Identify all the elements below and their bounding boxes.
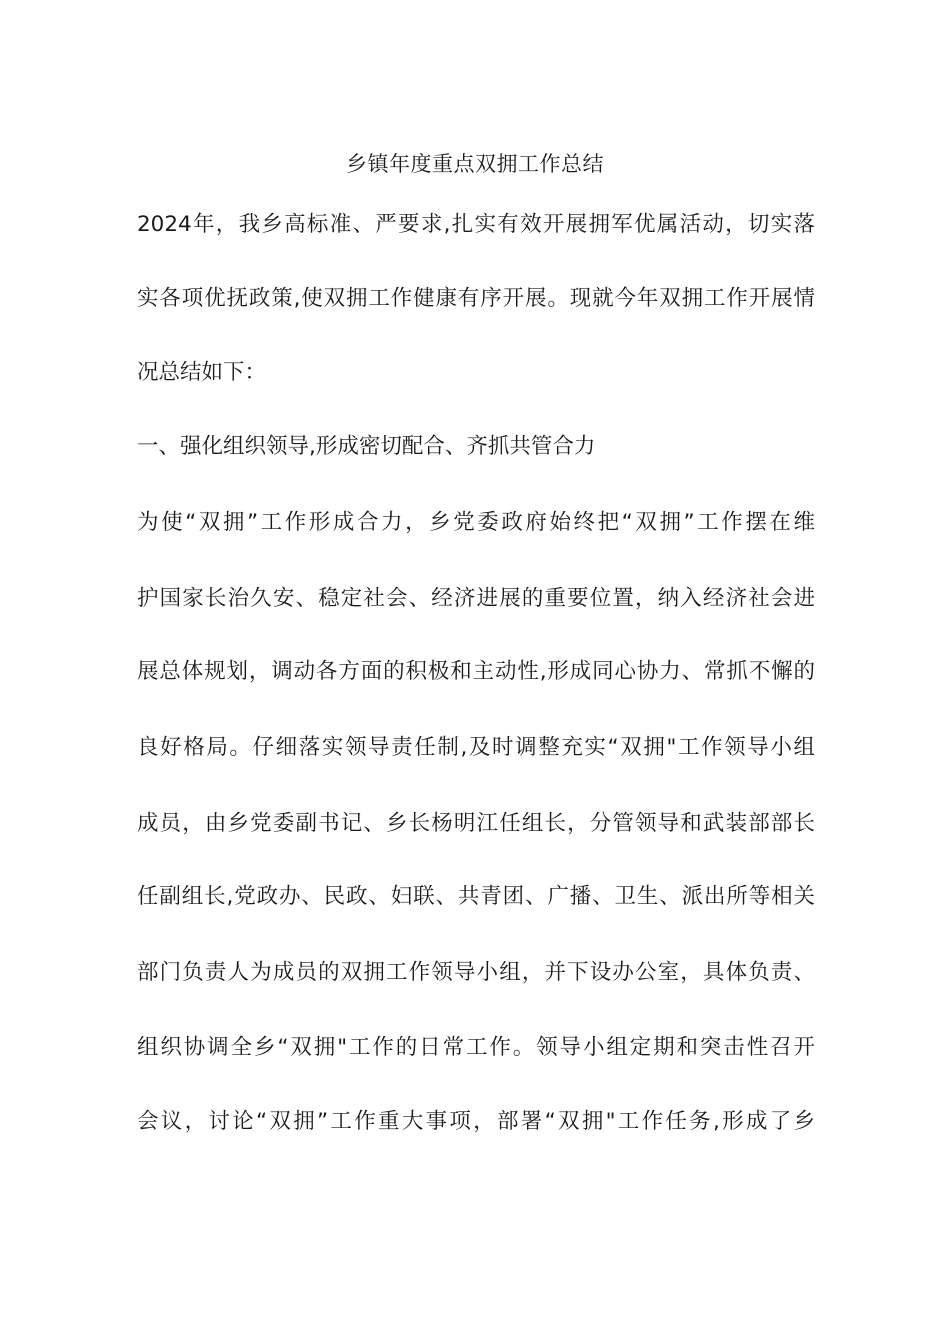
body-line: 任副组长,党政办、民政、妇联、共青团、广播、卫生、派出所等相关 bbox=[137, 884, 815, 909]
body-line: 展总体规划，调动各方面的积极和主动性,形成同心协力、常抓不懈的 bbox=[137, 659, 815, 684]
body-line: 护国家长治久安、稳定社会、经济进展的重要位置，纳入经济社会进 bbox=[137, 586, 815, 611]
body-line: 为使“双拥”工作形成合力，乡党委政府始终把“双拥”工作摆在维 bbox=[137, 510, 815, 535]
body-line: 况总结如下： bbox=[137, 360, 267, 385]
document-title: 乡镇年度重点双拥工作总结 bbox=[346, 152, 604, 176]
body-line: 部门负责人为成员的双拥工作领导小组，并下设办公室，具体负责、 bbox=[137, 960, 815, 985]
body-line: 会议，讨论“双拥”工作重大事项，部署“双拥"工作任务,形成了乡 bbox=[137, 1109, 815, 1134]
body-line: 良好格局。仔细落实领导责任制,及时调整充实“双拥"工作领导小组 bbox=[137, 735, 815, 760]
body-line: 组织协调全乡“双拥"工作的日常工作。领导小组定期和突击性召开 bbox=[137, 1035, 815, 1060]
section-heading: 一、强化组织领导,形成密切配合、齐抓共管合力 bbox=[137, 434, 596, 459]
body-line: 2024年，我乡高标准、严要求,扎实有效开展拥军优属活动，切实落 bbox=[137, 212, 815, 237]
body-line: 实各项优抚政策,使双拥工作健康有序开展。现就今年双拥工作开展情 bbox=[137, 286, 815, 311]
body-line: 成员，由乡党委副书记、乡长杨明江任组长，分管领导和武装部部长 bbox=[137, 811, 815, 836]
